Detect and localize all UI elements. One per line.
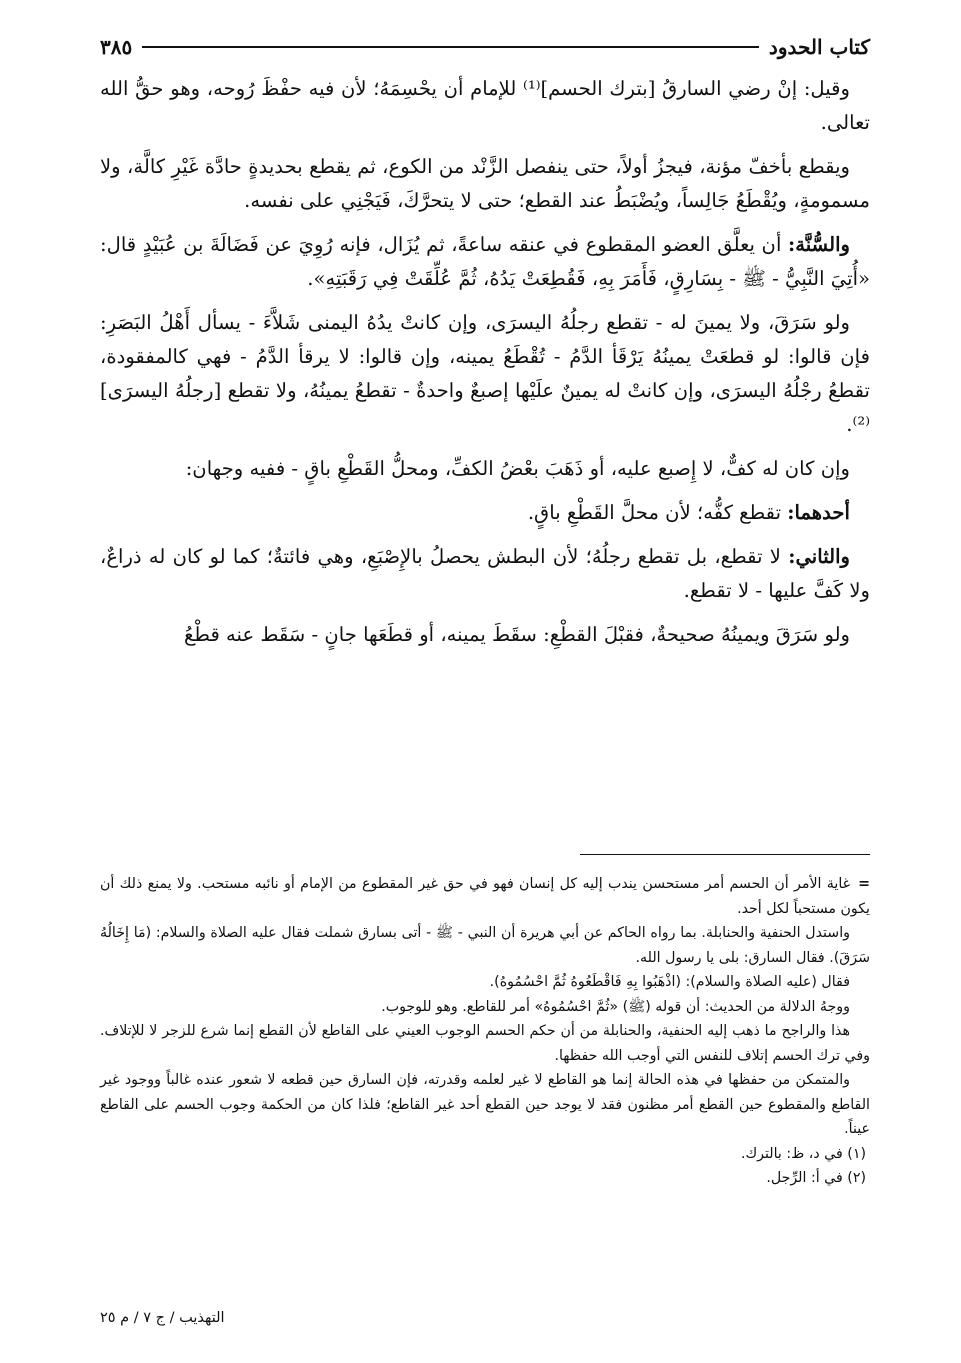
footnotes — [100, 872, 870, 1191]
paragraph-cutting-method: ويقطع بأخفّ مؤنة، فيجزُ أولاً، حتى ينفصل الزَّنْد من الكوع، ثم يقطع بحديدةٍ حادَّة غَيْرِ كالَّة، ولا مسمومةٍ، ويُقْطَعُ جَالِساً، ويُضْبَطُ عند القطع؛ حتى لا يتحرَّكَ، فَيَجْنِي على نفسه. — [100, 155, 870, 212]
paragraph-second-view — [100, 540, 870, 608]
footnote-continued — [100, 872, 870, 921]
footnote-reference-2: (٢) في أ: الرِّجل. — [766, 1170, 866, 1186]
footnote-separator — [580, 854, 870, 855]
first-view-text: تقطع كفُّه؛ لأن محلَّ القَطْعِ باقٍ. — [527, 501, 782, 524]
paragraph-palm-without-fingers: وإن كان له كفٌّ، لا إِصبع عليه، أو ذَهَبَ بعْضُ الكفِّ، ومحلُّ القَطْعِ باقٍ - ففيه وجهان: — [185, 457, 850, 480]
footnote-reference-1: (١) في د، ظ: بالترك. — [740, 1145, 866, 1162]
footnote-hadith-indication: ووجهُ الدلالة من الحديث: أن قوله (ﷺ) «ثُمَّ احْسُمُوهُ» أمر للقاطع. وهو للوجوب. — [381, 998, 850, 1015]
page-header — [100, 32, 870, 62]
footnote-continued-text: غاية الأمر أن الحسم أمر مستحسن يندب إليه كل إنسان فهو في حق غير المقطوع من الإمام أو نائبه مستحب. ولا يمنع ذلك أن يكون مستحباً لكل أحد. — [100, 876, 870, 917]
first-view-label: أحدهما: — [787, 501, 850, 524]
footnote-capable-person: والمتمكن من حفظها في هذه الحالة إنما هو القاطع لا غير لعلمه وقدرته، فإن السارق حين قطعه لا شعور عنده غالباً ووجود غير القاطع والمقطوع حين القطع أمر مظنون فقد لا يوجد حين القطع أحد غير القاطع؛ فلذا كان من الحكمة وجوب الحسم على القاطع عيناً. — [100, 1072, 870, 1137]
paragraph-no-right-hand: ولو سَرَقَ، ولا يمينَ له - تقطع رجلُهُ اليسرَى، وإن كانتْ يدُهُ اليمنى شَلاَّءَ - يسأل أَهْلُ البَصَرِ: فإن قالوا: لو قطعَتْ يمينُهُ يَرْقَأ الدَّمُ - تُقْطَعُ يمينه، وإن قالوا: لا يرقأ الدَّمُ - فهي كالمفقودة، تقطعُ رجْلُهُ اليسرَى، وإن كانتْ له يمينٌ علَيْها إصبعٌ واحدةٌ - تقطعُ يمينُهُ، ولا تقطع [رجلُهُ اليسرَى]⁽²⁾. — [100, 311, 870, 436]
continuation-mark: = — [858, 876, 870, 892]
footnote-hanafi-evidence: واستدل الحنفية والحنابلة. بما رواه الحاكم عن أبي هريرة أن النبي - ﷺ - أتى بسارق شملت فقال عليه الصلاة والسلام: (مَا إِخَالُهُ سَرَقَ). فقال السارق: بلى يا رسول الله. — [100, 925, 870, 966]
page-number: ٣٨٥ — [100, 35, 133, 59]
paragraph-severing-consent: وقيل: إنْ رضي السارقُ [بترك الحسم]⁽¹⁾ للإمام أن يحْسِمَهُ؛ لأن فيه حفْظَ رُوحه، وهو حقُّ الله تعالى. — [100, 77, 870, 134]
header-rule — [142, 46, 759, 48]
footnote-preponderant-view: هذا والراجح ما ذهب إليه الحنفية، والحنابلة من أن حكم الحسم الوجوب العيني على القاطع لأن القطع إنما شرع للزجر لا للإتلاف. وفي ترك الحسم إتلاف للنفس التي أوجب الله حفظها. — [100, 1023, 870, 1064]
book-page — [100, 20, 870, 1340]
sunnah-text: أن يعلَّق العضو المقطوع في عنقه ساعةً، ثم يُزَال، فإنه رُوِيَ عن فَضَالَةَ بن عُبَيْدٍ قال: «أُتِيَ النَّبِيُّ - ﷺ - بِسَارِقٍ، فَأَمَرَ بِهِ، فَقُطِعَتْ يَدُهُ، ثُمَّ عُلِّقَتْ فِي رَقَبَتِهِ». — [100, 233, 870, 290]
paragraph-hand-lost-before-cutting: ولو سَرَقَ ويمينُهُ صحيحةٌ، فقبْلَ القطْعِ: سقَطَ يمينه، أو قطَعَها جانٍ - سَقَط عنه قطْعُ — [183, 623, 850, 646]
book-title: كتاب الحدود — [768, 35, 870, 59]
paragraph-sunnah — [100, 228, 870, 296]
main-text — [100, 72, 870, 662]
footnote-hadith-quote: فقال (عليه الصلاة والسلام): (اذْهَبُوا بِهِ فَاقْطَعُوهُ ثُمَّ احْسُمُوهُ). — [489, 974, 850, 990]
sunnah-label: والسُّنَّة: — [787, 233, 850, 256]
volume-signature: التهذيب / ج ٧ / م ٢٥ — [100, 1310, 225, 1326]
second-view-text: لا تقطع، بل تقطع رجلُهُ؛ لأن البطش يحصلُ بالإِصْبَعِ، وهي فائتةٌ؛ كما لو كان له ذراعٌ، ولا كَفَّ عليها - لا تقطع. — [100, 545, 870, 602]
paragraph-first-view — [100, 496, 870, 530]
second-view-label: والثاني: — [788, 545, 851, 568]
